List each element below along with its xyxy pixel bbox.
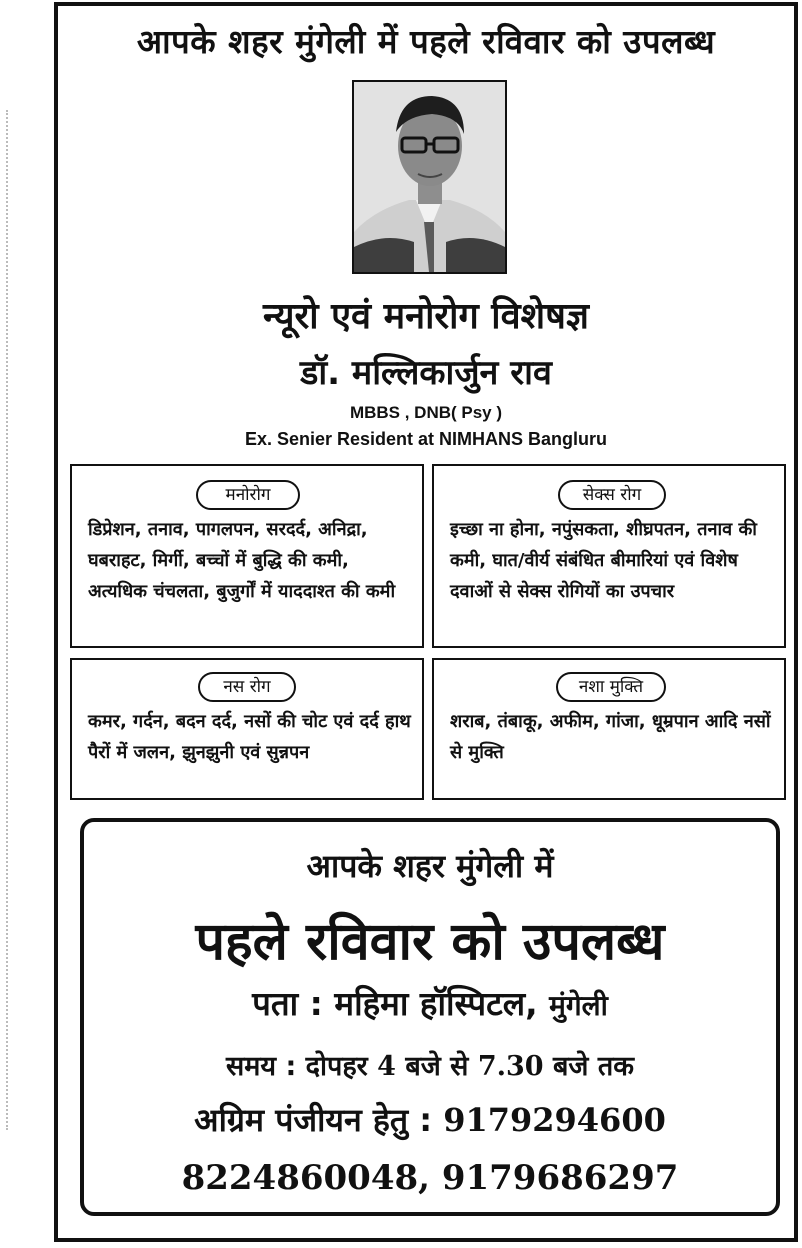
- header-title: आपके शहर मुंगेली में पहले रविवार को उपलब्ध: [136, 22, 716, 61]
- registration-line: [84, 1098, 776, 1141]
- service-box-deaddiction: [432, 658, 786, 800]
- doctor-photo: [352, 80, 507, 274]
- timing-mid: बजे से: [405, 1051, 469, 1082]
- timing-to: 7.30: [477, 1051, 544, 1082]
- doctor-degree: MBBS , DNB( Psy ): [349, 403, 503, 422]
- doctor-specialty: न्यूरो एवं मनोरोग विशेषज्ञ: [263, 296, 589, 337]
- availability-line-city: आपके शहर मुंगेली में: [306, 847, 554, 885]
- timing-end: बजे तक: [553, 1051, 634, 1082]
- hospital-address: [84, 980, 776, 1025]
- service-title-pill: मनोरोग: [196, 480, 300, 510]
- service-description: कमर, गर्दन, बदन दर्द, नसों की चोट एवं दर्द हाथ पैरों में जलन, झुनझुनी एवं सुन्नपन: [88, 711, 411, 763]
- service-box-psychiatry: [70, 464, 424, 648]
- service-box-sexology: [432, 464, 786, 648]
- service-title-pill: सेक्स रोग: [558, 480, 666, 510]
- service-description: इच्छा ना होना, नपुंसकता, शीघ्रपतन, तनाव की कमी, घात/वीर्य संबंधित बीमारियां एवं विशेष दवाओं से सेक्स रोगियों का उपचार: [450, 519, 757, 602]
- service-box-neurology: [70, 658, 424, 800]
- service-description: डिप्रेशन, तनाव, पागलपन, सरदर्द, अनिद्रा, घबराहट, मिर्गी, बच्चों में बुद्धि की कमी, अत्यधिक चंचलता, बुजुर्गों में याददाश्त की कमी: [88, 519, 396, 602]
- timing-label: समय : दोपहर: [226, 1051, 368, 1082]
- address-label: पता : महिमा हॉस्पिटल,: [252, 984, 538, 1023]
- service-description: शराब, तंबाकू, अफीम, गांजा, धूम्रपान आदि नसों से मुक्ति: [450, 711, 771, 763]
- availability-box: [80, 818, 780, 1216]
- advertisement: [54, 2, 798, 1242]
- page-margin-dots: [6, 110, 8, 1130]
- registration-phones-secondary: 8224860048, 9179686297: [181, 1158, 679, 1198]
- doctor-portrait-image: [354, 82, 505, 272]
- service-title-pill: नशा मुक्ति: [556, 672, 666, 702]
- service-title-pill: नस रोग: [198, 672, 296, 702]
- registration-label: अग्रिम पंजीयन हेतु :: [194, 1101, 433, 1139]
- address-city: मुंगेली: [549, 989, 608, 1022]
- doctor-name: डॉ. मल्लिकार्जुन राव: [300, 353, 552, 393]
- timing: [84, 1046, 776, 1083]
- doctor-experience: Ex. Senier Resident at NIMHANS Bangluru: [244, 429, 608, 449]
- timing-from: 4: [377, 1051, 396, 1082]
- availability-line-day: पहले रविवार को उपलब्ध: [195, 912, 665, 972]
- registration-phone-primary: 9179294600: [443, 1101, 666, 1139]
